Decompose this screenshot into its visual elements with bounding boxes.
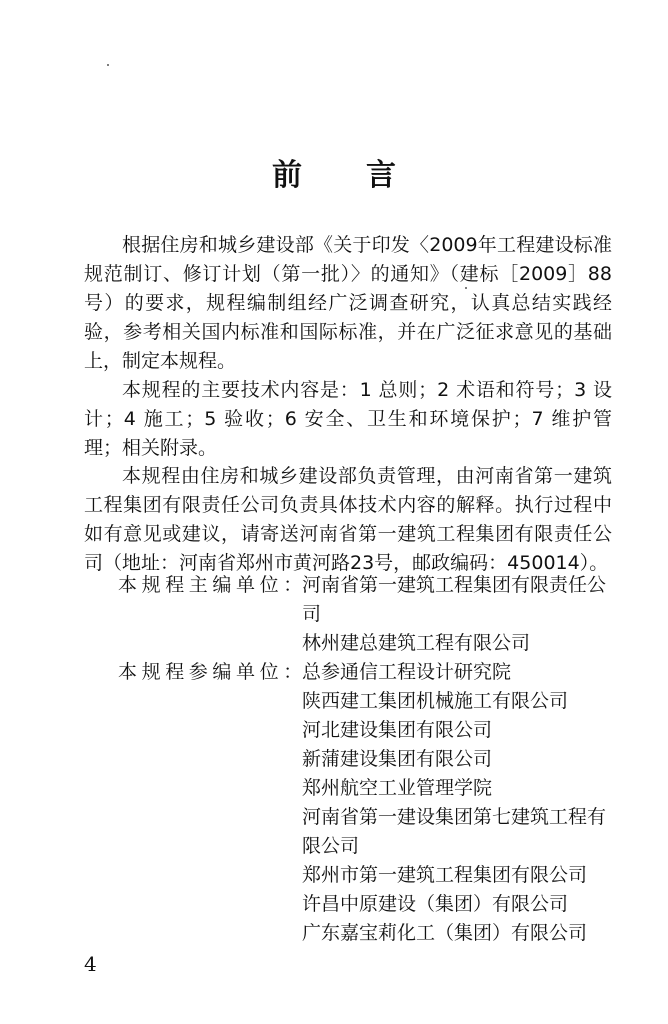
chief-editors-label: 本规程主编单位： xyxy=(118,574,307,596)
participant-org: 郑州市第一建筑工程集团有限公司 xyxy=(302,864,588,886)
participants-label: 本规程参编单位： xyxy=(118,661,307,683)
participant-org: 郑州航空工业管理学院 xyxy=(302,777,493,799)
participant-org: 河南省第一建设集团第七建筑工程有限公司 xyxy=(302,806,607,857)
preface-paragraph-1: 根据住房和城乡建设部《关于印发〈2009年工程建设标准规范制订、修订计划（第一批）〉的通知》（建标［2009］88号）的要求，规程编制组经广泛调查研究，认真总结实践经验，参考相关国内标准和国际标准，并在广泛征求意见的基础上，制定本规程。 xyxy=(84,234,612,372)
participant-org: 许昌中原建设（集团）有限公司 xyxy=(302,893,569,915)
participant-org: 新蒲建设集团有限公司 xyxy=(302,748,493,770)
chief-editor-org: 林州建总建筑工程有限公司 xyxy=(302,632,531,654)
participant-org: 广东嘉宝莉化工（集团）有限公司 xyxy=(302,922,588,944)
title-char-2: 言 xyxy=(366,158,396,193)
chief-editor-org: 河南省第一建筑工程集团有限责任公司 xyxy=(302,574,607,625)
participant-org: 河北建设集团有限公司 xyxy=(302,719,493,741)
participant-org: 陕西建工集团机械施工有限公司 xyxy=(302,690,569,712)
preface-paragraph-3: 本规程由住房和城乡建设部负责管理，由河南省第一建筑工程集团有限责任公司负责具体技术内容的解释。执行过程中如有意见或建议，请寄送河南省第一建筑工程集团有限责任公司（地址：河南省郑州市黄河路23号，邮政编码：450014）。 xyxy=(84,465,612,574)
scan-speck xyxy=(107,64,109,66)
preface-paragraph-2: 本规程的主要技术内容是：1 总则；2 术语和符号；3 设计；4 施工；5 验收；6 安全、卫生和环境保护；7 维护管理；相关附录。 xyxy=(84,379,612,459)
page-number: 4 xyxy=(84,952,97,976)
page-title xyxy=(0,150,668,194)
participant-org: 总参通信工程设计研究院 xyxy=(302,661,512,683)
title-char-1: 前 xyxy=(272,158,302,193)
